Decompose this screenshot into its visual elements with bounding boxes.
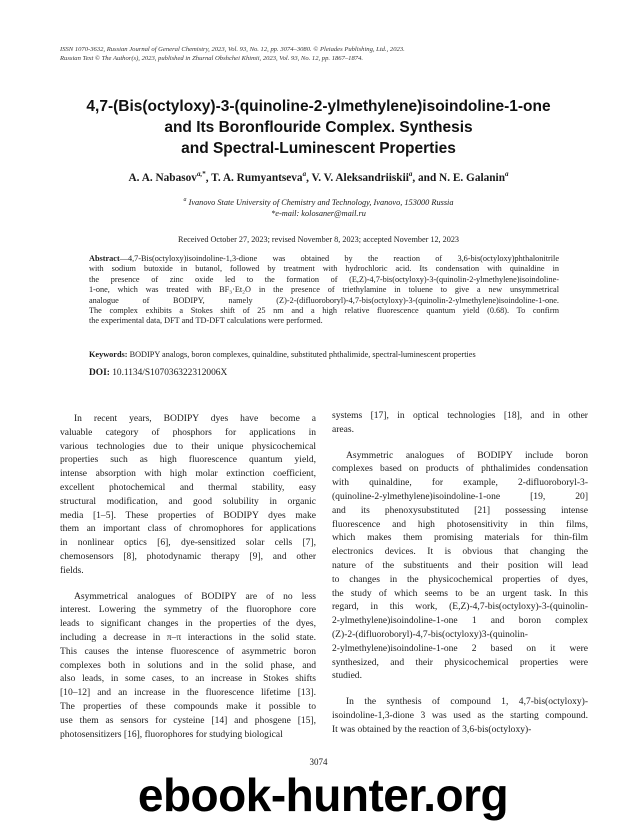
author-name: V. V. Aleksandriiskii [311, 171, 409, 184]
watermark-text: ebook-hunter.org [137, 769, 509, 821]
text-line: excellent photochemical and thermal stability, easy [60, 481, 316, 493]
author-separator: , [412, 171, 419, 184]
text-line: and its phenoxysubstituted [21] possessing intense [332, 504, 588, 516]
author-separator: , [306, 171, 312, 184]
text-line: complexes both in solutions and in the solid phase, and [60, 659, 316, 671]
corresponding-star: * [202, 170, 206, 178]
paragraph-cont [332, 409, 588, 437]
text-line: It was obtained by the reaction of 3,6-bis(octyloxy)- [332, 723, 532, 735]
header-line-1: ISSN 1070-3632, Russian Journal of General Chemistry, 2023, Vol. 93, No. 12, pp. 3074–3080. © Pleiades Publishing, Ltd., 2023. [60, 46, 405, 53]
author-affil-sup: a [504, 170, 509, 178]
text-line: valuable category of phosphors for applications in [60, 426, 316, 438]
text-line: The properties of these compounds make it possible to [60, 700, 316, 712]
abstract-line: Abstract—4,7-Bis(octyloxy)isoindoline-1,3-dione was obtained by the reaction of 3,6-bis(octyloxy)phthalonitrile [89, 254, 559, 263]
text-line: use them as sensors for cysteine [14] and phosgene [15], [60, 714, 316, 726]
abstract-line: The complex exhibits a Stokes shift of 25 nm and a high relative fluorescence quantum yield (0.68). To confirm [89, 306, 559, 316]
title-line-3: and Spectral-Luminescent Properties [181, 140, 456, 157]
text-line: This causes the intense fluorescence of asymmetric boron [60, 645, 316, 657]
text-line: chemosensors [8], photodynamic therapy [9], and other [60, 550, 316, 562]
author-affil-sup: a [408, 170, 413, 178]
paragraph-1 [60, 412, 316, 578]
author-separator: , [205, 171, 212, 184]
keywords-text: BODIPY analogs, boron complexes, quinaldine, substituted phthalimide, spectral-luminescent properties [127, 350, 476, 359]
text-line: interest. Lowering the symmetry of the fluorophore core [60, 604, 316, 616]
text-line: various technologies due to their unique physicochemical [60, 440, 316, 452]
affiliation-sup: a [183, 197, 187, 203]
text-line: studied. [332, 670, 362, 682]
author-name: A. A. Nabasov [128, 171, 197, 184]
text-line: in nonlinear optics [6], dye-sensitized solar cells [7], [60, 537, 316, 549]
keywords-label: Keywords: [89, 350, 128, 359]
text-line: photosensitizers [16], fluorophores for studying biological [60, 728, 283, 740]
abstract-line: the experimental data, DFT and TD-DFT calculations were performed. [89, 316, 323, 326]
text-line: In the synthesis of compound 1, 4,7-bis(octyloxy)- [346, 696, 588, 708]
paragraph-synthesis [332, 695, 588, 736]
text-line: nature of the substituents and their position will lead [332, 559, 588, 571]
title-line-1: 4,7-(Bis(octyloxy)-3-(quinoline-2-ylmethylene)isoindoline-1-one [86, 98, 551, 115]
text-line: 2-ylmethylene)isoindoline-1-one 2 based on it were [332, 642, 588, 654]
abstract-line: the presence of zinc oxide led to the formation of (E,Z)-4,7-bis(octyloxy)-3-(quinolin-2-ylmethylene)isoindoline- [89, 274, 559, 284]
text-line: properties such as high fluorescence quantum yield, [60, 454, 316, 466]
text-line: In recent years, BODIPY dyes have become a [74, 413, 316, 424]
text-line: 2-ylmethylene)isoindoline-1-one 1 and boron complex [332, 615, 588, 627]
text-line: which makes them promising materials for thin-film [332, 532, 588, 544]
paragraph-2 [60, 590, 316, 742]
text-line: (Z)-2-(difluoroboryl)-4,7-bis(octyloxy)3-(quinolin- [332, 628, 528, 640]
text-line: to changes in the physicochemical properties of dyes, [332, 573, 588, 585]
text-line: them an important class of chromophores for applications [60, 523, 316, 535]
text-line: fluorescence and high photosensitivity in thin films, [332, 518, 588, 530]
right-column [332, 409, 588, 737]
doi-label: DOI: [89, 368, 110, 378]
text-line: [10–12] and an increase in the fluorescence lifetime [13]. [60, 687, 316, 699]
text-line: Asymmetrical analogues of BODIPY are of no less [74, 590, 316, 602]
abstract-line: 1-one, which was treated with BF₃·Et₂O in the presence of triethylamine in toluene to give a new unsymmetrical [89, 285, 559, 295]
doi-link[interactable]: 10.1134/S107036322312006X [109, 368, 228, 378]
author-list [40, 170, 597, 184]
text-line: isoindoline-1,3-dione 3 was used as the starting compound. [332, 709, 588, 721]
text-line: media [1–5]. These properties of BODIPY dyes make [60, 509, 316, 521]
text-line: complexes based on products of phthalimides condensation [332, 463, 588, 475]
author-name: and N. E. Galanin [418, 171, 505, 184]
text-line: intense absorption with high molar extinction coefficient, [60, 468, 316, 480]
left-column [60, 412, 316, 741]
text-line: electronics devices. It is obvious that changing the [332, 546, 588, 558]
received-dates: Received October 27, 2023; revised November 8, 2023; accepted November 12, 2023 [177, 235, 460, 244]
article-title [40, 96, 597, 159]
page-number: 3074 [309, 757, 328, 767]
text-line: systems [17], in optical technologies [18], and in other [332, 410, 588, 421]
text-line: (quinoline-2-ylmethylene)isoindoline-1-one [19, 20] [332, 490, 588, 502]
text-line: regard, in this work, (E,Z)-4,7-bis(octyloxy)-3-(quinolin- [332, 601, 588, 613]
keywords [89, 350, 559, 359]
text-line: structural modification, and good solubility in organic [60, 495, 316, 507]
abstract [89, 254, 559, 327]
author-name: T. A. Rumyantseva [211, 171, 303, 184]
text-line: areas. [332, 423, 354, 435]
author-affil-sup: a, [196, 170, 203, 178]
email-line: *e-mail: kolosaner@mail.ru [271, 208, 366, 218]
text-line: fields. [60, 564, 84, 576]
text-line: also leads, in some cases, to an increase in Stokes shifts [60, 673, 316, 685]
affiliation [40, 195, 597, 219]
abstract-label: Abstract [89, 254, 120, 263]
affiliation-text: Ivanovo State University of Chemistry and Technology, Ivanovo, 153000 Russia [186, 197, 454, 207]
abstract-line: analogue of BODIPY, namely (Z)-2-(difluoroboryl)-4,7-bis(octyloxy)-3-(quinolin-2-ylmethylene)isoindoline-1-one. [89, 295, 559, 305]
doi [89, 368, 559, 378]
journal-header [60, 45, 580, 63]
title-line-2: and Its Boronflouride Complex. Synthesis [164, 119, 473, 136]
text-line: the study of which seems to be an urgent task. In this [332, 587, 588, 599]
abstract-line: with sodium butoxide in butanol, followed by treatment with hydrochloric acid. Its condensation with quinaldine in [89, 264, 559, 274]
paragraph-asymmetric [332, 449, 588, 684]
text-line: with quinaldine, for example, 2-difluoroboryl-3- [332, 477, 588, 489]
text-line: Asymmetric analogues of BODIPY include boron [346, 449, 588, 461]
text-line: synthesized, and their physicochemical properties were [332, 656, 588, 668]
text-line: including a decrease in π–π interactions in the solid state. [60, 631, 316, 643]
text-line: leads to significant changes in the properties of the dyes, [60, 618, 316, 630]
header-line-2: Russian Text © The Author(s), 2023, published in Zhurnal Obshchei Khimii, 2023, Vol. 93, No. 12, pp. 1867–1874. [60, 55, 364, 62]
author-affil-sup: a [302, 170, 307, 178]
